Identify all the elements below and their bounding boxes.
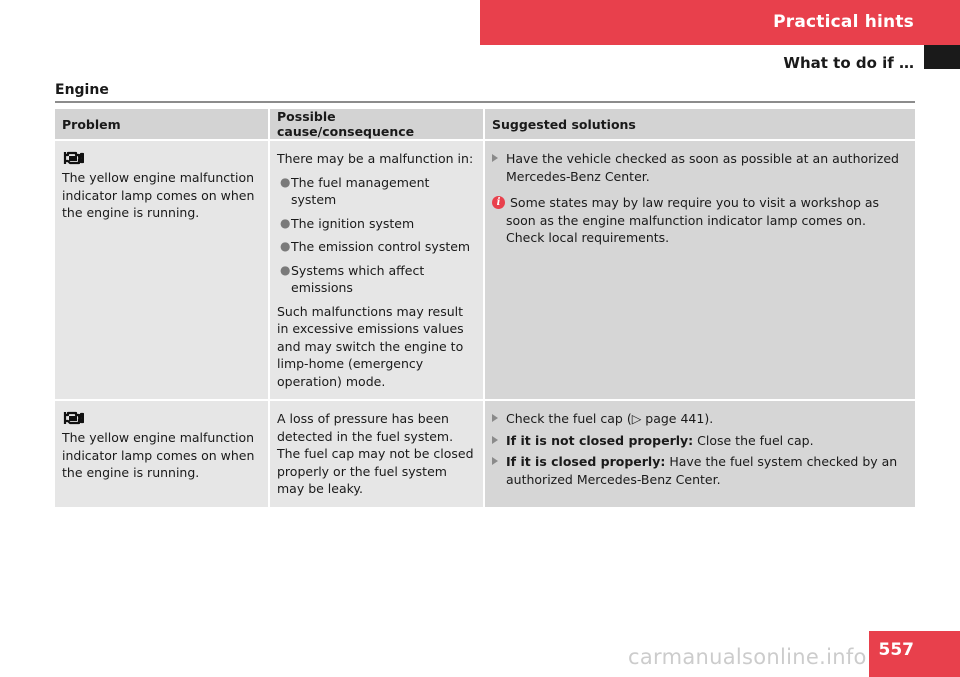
solution-cell <box>484 400 915 508</box>
cause-outro: Such malfunctions may result in excessive emissions values and may switch the engine to limp-home (emergency operation) mode. <box>277 303 464 389</box>
table-header-row <box>55 109 915 140</box>
solution-action <box>492 432 908 450</box>
solution-action <box>492 410 908 428</box>
table-row <box>55 140 915 400</box>
problem-text: The yellow engine malfunction indicator lamp comes on when the engine is running. <box>62 430 255 480</box>
problem-cell <box>55 400 269 508</box>
header-subtitle: What to do if … <box>783 54 914 72</box>
arrow-icon <box>492 436 498 444</box>
solution-cell <box>484 140 915 400</box>
solution-condition: If it is closed properly: <box>506 454 666 469</box>
column-header-solutions: Suggested solutions <box>484 109 915 140</box>
problem-cell <box>55 140 269 400</box>
bullet-text: The emission control system <box>291 239 471 254</box>
list-item <box>277 262 476 297</box>
cause-cell <box>269 140 484 400</box>
cause-text: A loss of pressure has been detected in the fuel system. The fuel cap may not be closed properly or the fuel system may be leaky. <box>277 411 474 496</box>
solution-text: Check the fuel cap (▷ page 441). <box>506 411 714 426</box>
bullet-icon: ● <box>280 174 291 189</box>
solution-action <box>492 150 908 185</box>
solution-text: Have the fuel system checked by an authorized Mercedes-Benz Center. <box>506 454 898 487</box>
engine-malfunction-icon <box>62 410 84 426</box>
bullet-text: Systems which affect emissions <box>291 262 425 295</box>
page-number: 557 <box>878 640 914 660</box>
header-title: Practical hints <box>773 12 914 32</box>
cause-intro: There may be a malfunction in: <box>277 151 474 166</box>
solution-condition: If it is not closed properly: <box>506 432 694 448</box>
bullet-icon: ● <box>280 239 291 253</box>
table-row <box>55 400 915 508</box>
list-item <box>277 238 476 256</box>
arrow-icon <box>492 457 498 465</box>
arrow-icon <box>492 414 498 422</box>
watermark: carmanualsonline.info <box>628 645 867 669</box>
info-icon: i <box>492 196 505 209</box>
list-item <box>277 215 476 233</box>
arrow-icon <box>492 154 498 162</box>
problem-text: The yellow engine malfunction indicator lamp comes on when the engine is running. <box>62 170 255 220</box>
troubleshooting-table <box>55 109 915 509</box>
column-header-problem: Problem <box>55 109 269 140</box>
header-tab-marker <box>924 45 960 69</box>
solution-action <box>492 453 908 488</box>
cause-cell <box>269 400 484 508</box>
column-header-cause: Possible cause/consequence <box>269 109 484 140</box>
bullet-text: The fuel management system <box>291 174 430 207</box>
section-title: Engine <box>55 82 109 98</box>
info-note <box>492 194 908 247</box>
bullet-text: The ignition system <box>291 215 415 231</box>
bullet-icon: ● <box>280 215 291 230</box>
list-item <box>277 174 476 209</box>
engine-malfunction-icon <box>62 150 84 166</box>
solution-text: Have the vehicle checked as soon as possible at an authorized Mercedes-Benz Center. <box>506 151 899 184</box>
bullet-icon: ● <box>280 262 291 277</box>
info-text: Some states may by law require you to visit a workshop as soon as the engine malfunction indicator lamp comes on. Check local requirements. <box>506 195 880 245</box>
section-divider <box>55 101 915 103</box>
solution-text: Close the fuel cap. <box>693 432 814 448</box>
